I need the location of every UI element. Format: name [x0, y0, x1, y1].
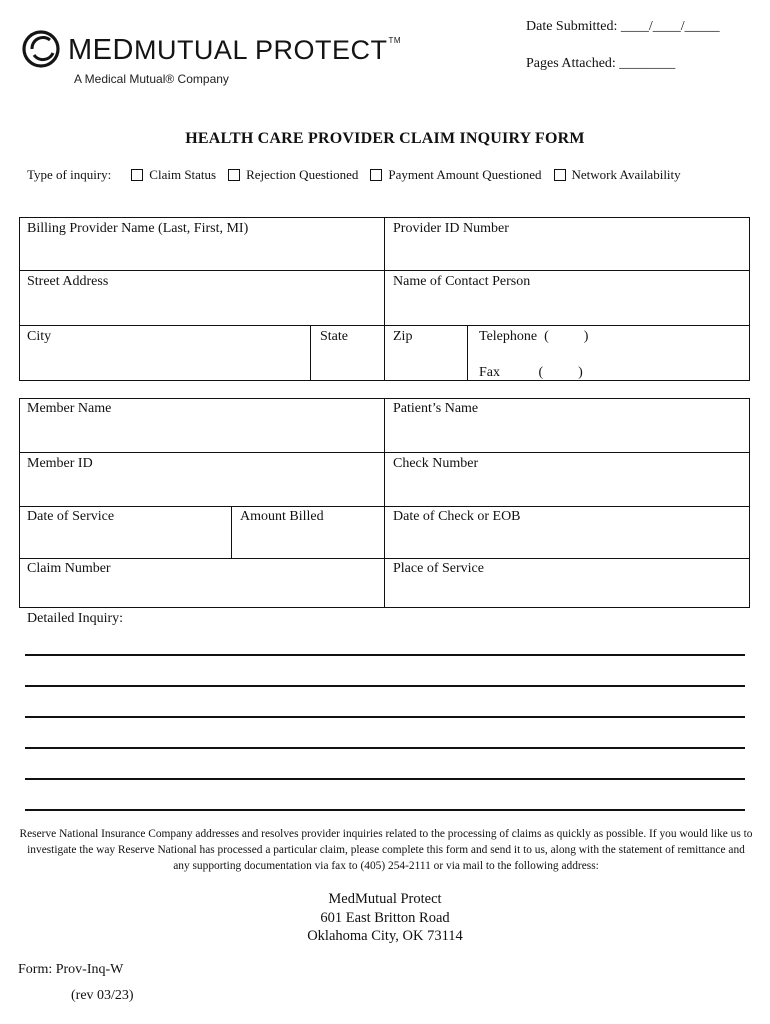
amount-billed-field[interactable]: Amount Billed: [240, 509, 324, 524]
checkbox[interactable]: [228, 169, 240, 181]
address-line-3: Oklahoma City, OK 73114: [307, 928, 463, 944]
mailing-address: [0, 890, 770, 946]
address-line-2: 601 East Britton Road: [320, 909, 450, 926]
fax-field[interactable]: Fax ( ): [479, 365, 583, 380]
option-network-availability[interactable]: Network Availability: [554, 167, 681, 183]
pages-attached-field[interactable]: Pages Attached: ________: [526, 56, 676, 71]
detailed-inquiry-line[interactable]: [25, 716, 745, 718]
zip-field[interactable]: Zip: [393, 329, 413, 344]
divider: [231, 506, 232, 558]
telephone-field[interactable]: Telephone ( ): [479, 329, 589, 344]
logo-tagline: A Medical Mutual® Company: [74, 72, 229, 86]
divider: [384, 398, 385, 608]
divider: [384, 217, 385, 381]
inquiry-type-row: [27, 167, 693, 183]
state-field[interactable]: State: [320, 329, 348, 344]
detailed-inquiry-label: Detailed Inquiry:: [27, 611, 124, 626]
form-id: Form: Prov-Inq-W: [18, 962, 124, 977]
logo-wordmark: MEDMUTUAL PROTECT™: [68, 34, 402, 66]
city-field[interactable]: City: [27, 329, 52, 344]
billing-provider-name-field[interactable]: Billing Provider Name (Last, First, MI): [27, 221, 249, 236]
divider: [467, 325, 468, 381]
medmutual-logo-icon: [20, 26, 66, 72]
patient-name-field[interactable]: Patient’s Name: [393, 401, 479, 416]
detailed-inquiry-line[interactable]: [25, 654, 745, 656]
checkbox[interactable]: [370, 169, 382, 181]
address-line-1: MedMutual Protect: [328, 891, 442, 907]
divider: [19, 325, 750, 326]
option-rejection-questioned[interactable]: Rejection Questioned: [228, 167, 358, 183]
divider: [19, 452, 750, 453]
divider: [19, 270, 750, 271]
place-of-service-field[interactable]: Place of Service: [393, 561, 484, 576]
street-address-field[interactable]: Street Address: [27, 274, 109, 289]
member-id-field[interactable]: Member ID: [27, 456, 93, 471]
date-of-service-field[interactable]: Date of Service: [27, 509, 115, 524]
detailed-inquiry-line[interactable]: [25, 809, 745, 811]
divider: [310, 325, 311, 381]
date-submitted-field[interactable]: Date Submitted: ____/____/_____: [526, 19, 720, 34]
checkbox[interactable]: [131, 169, 143, 181]
company-logo: [20, 22, 410, 92]
detailed-inquiry-line[interactable]: [25, 685, 745, 687]
divider: [19, 558, 750, 559]
contact-person-field[interactable]: Name of Contact Person: [393, 274, 531, 289]
detailed-inquiry-line[interactable]: [25, 747, 745, 749]
claim-number-field[interactable]: Claim Number: [27, 561, 111, 576]
detailed-inquiry-line[interactable]: [25, 778, 745, 780]
member-name-field[interactable]: Member Name: [27, 401, 112, 416]
option-claim-status[interactable]: Claim Status: [131, 167, 216, 183]
trademark-mark: TM: [388, 36, 402, 45]
date-of-check-field[interactable]: Date of Check or EOB: [393, 509, 521, 524]
revision-date: (rev 03/23): [71, 988, 134, 1003]
instructions-paragraph: Reserve National Insurance Company addresses and resolves provider inquiries related to the processing of claims as quickly as possible. If you would like us to investigate the way Reserve National has processed a particular claim, please complete this form and send it to us, along with the statement of remittance and any supporting documentation via fax to (405) 254-2111 or via mail to the following address:: [19, 828, 753, 872]
check-number-field[interactable]: Check Number: [393, 456, 479, 471]
checkbox[interactable]: [554, 169, 566, 181]
form-title: HEALTH CARE PROVIDER CLAIM INQUIRY FORM: [185, 130, 585, 147]
inquiry-type-label: Type of inquiry:: [27, 167, 112, 182]
divider: [19, 506, 750, 507]
option-payment-amount-questioned[interactable]: Payment Amount Questioned: [370, 167, 541, 183]
provider-id-field[interactable]: Provider ID Number: [393, 221, 509, 236]
